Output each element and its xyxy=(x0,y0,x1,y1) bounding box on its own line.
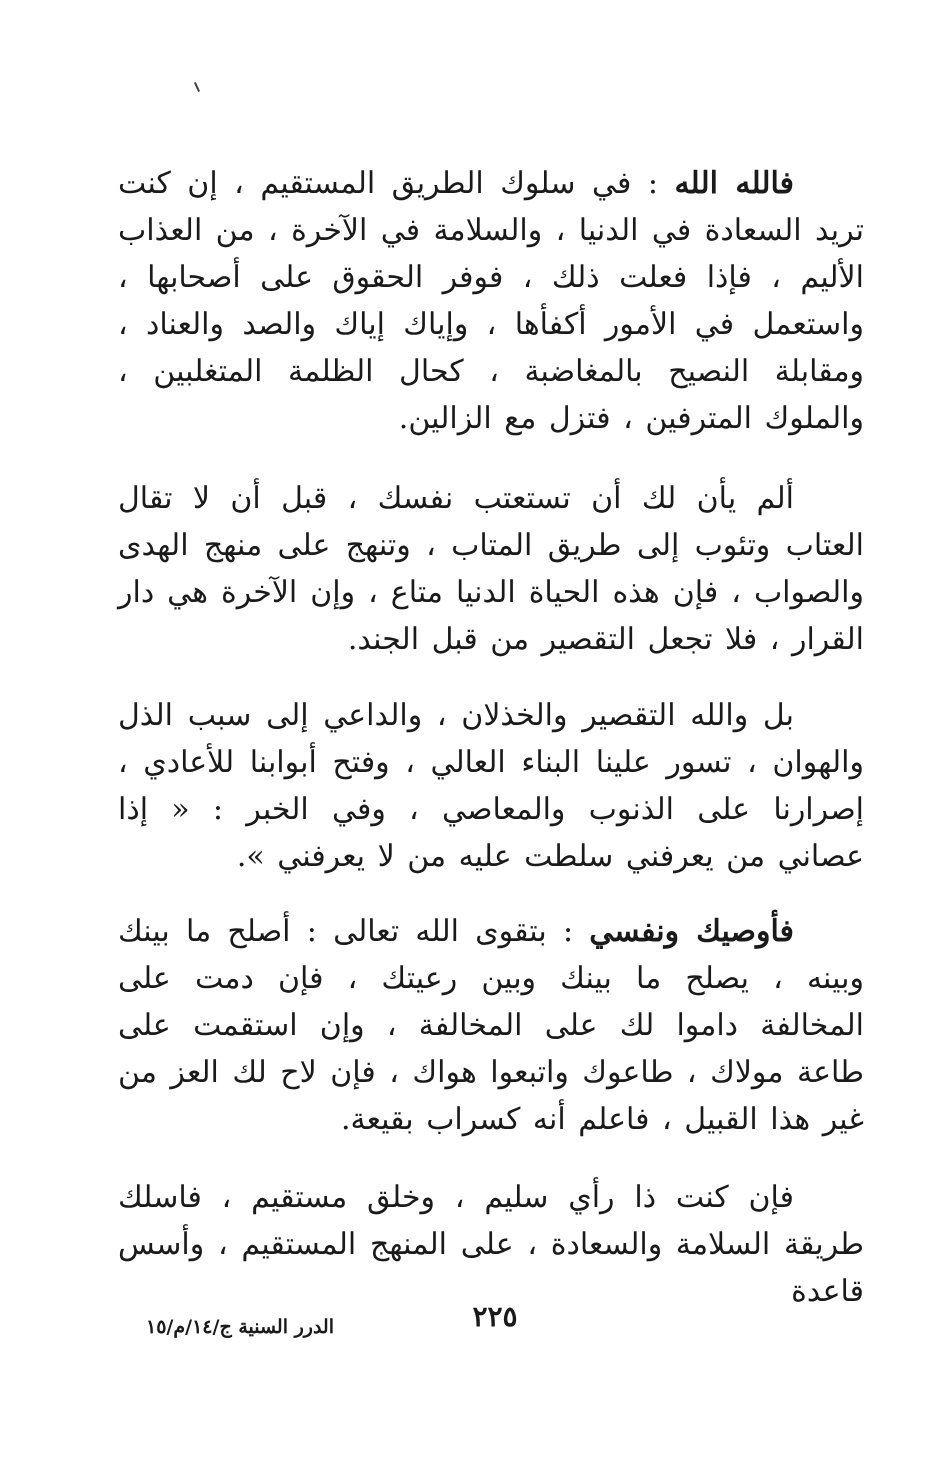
paragraph-5-text: فإن كنت ذا رأي سليم ، وخلق مستقيم ، فاسلك طريقة السلامة والسعادة ، على المنهج المستقيم ، وأسس قاعدة xyxy=(118,1180,864,1309)
paragraph-5 xyxy=(118,1174,864,1315)
paragraph-3 xyxy=(118,692,864,880)
stray-mark xyxy=(194,82,200,92)
paragraph-2-text: ألم يأن لك أن تستعتب نفسك ، قبل أن لا تقال العتاب وتئوب إلى طريق المتاب ، وتنهج على منهج الهدى والصواب ، فإن هذه الحياة الدنيا متاع ، وإن الآخرة هي دار القرار ، فلا تجعل التقصير من قبل الجند. xyxy=(118,481,864,657)
paragraph-4-text: : بتقوى الله تعالى : أصلح ما بينك وبينه ، يصلح ما بينك وبين رعيتك ، فإن دمت على المخالفة داموا لك على المخالفة ، وإن استقمت على طاعة مولاك ، طاعوك واتبعوا هواك ، فإن لاح لك العز من غير هذا القبيل ، فاعلم أنه كسراب بقيعة. xyxy=(118,914,864,1137)
paragraph-4 xyxy=(118,908,864,1143)
page-number: ٢٢٥ xyxy=(472,1300,518,1333)
paragraph-4-lead: فأوصيك ونفسي xyxy=(589,914,794,949)
paragraph-2 xyxy=(118,475,864,663)
paragraph-1-text: : في سلوك الطريق المستقيم ، إن كنت تريد السعادة في الدنيا ، والسلامة في الآخرة ، من العذاب الأليم ، فإذا فعلت ذلك ، فوفر الحقوق على أصحابها ، واستعمل في الأمور أكفأها ، وإياك إياك والصد والعناد ، ومقابلة النصيح بالمغاضبة ، كحال الظلمة المتغلبين ، والملوك المترفين ، فتزل مع الزالين. xyxy=(118,166,864,436)
paragraph-3-text: بل والله التقصير والخذلان ، والداعي إلى سبب الذل والهوان ، تسور علينا البناء العالي ، وفتح أبوابنا للأعادي ، إصرارنا على الذنوب والمعاصي ، وفي الخبر : « إذا عصاني من يعرفني سلطت عليه من لا يعرفني ». xyxy=(118,698,865,874)
paragraph-1 xyxy=(118,160,864,442)
paragraph-1-lead: فالله الله xyxy=(674,166,794,201)
footer-reference: الدرر السنية ج/١٤/م/١٥ xyxy=(146,1316,334,1338)
